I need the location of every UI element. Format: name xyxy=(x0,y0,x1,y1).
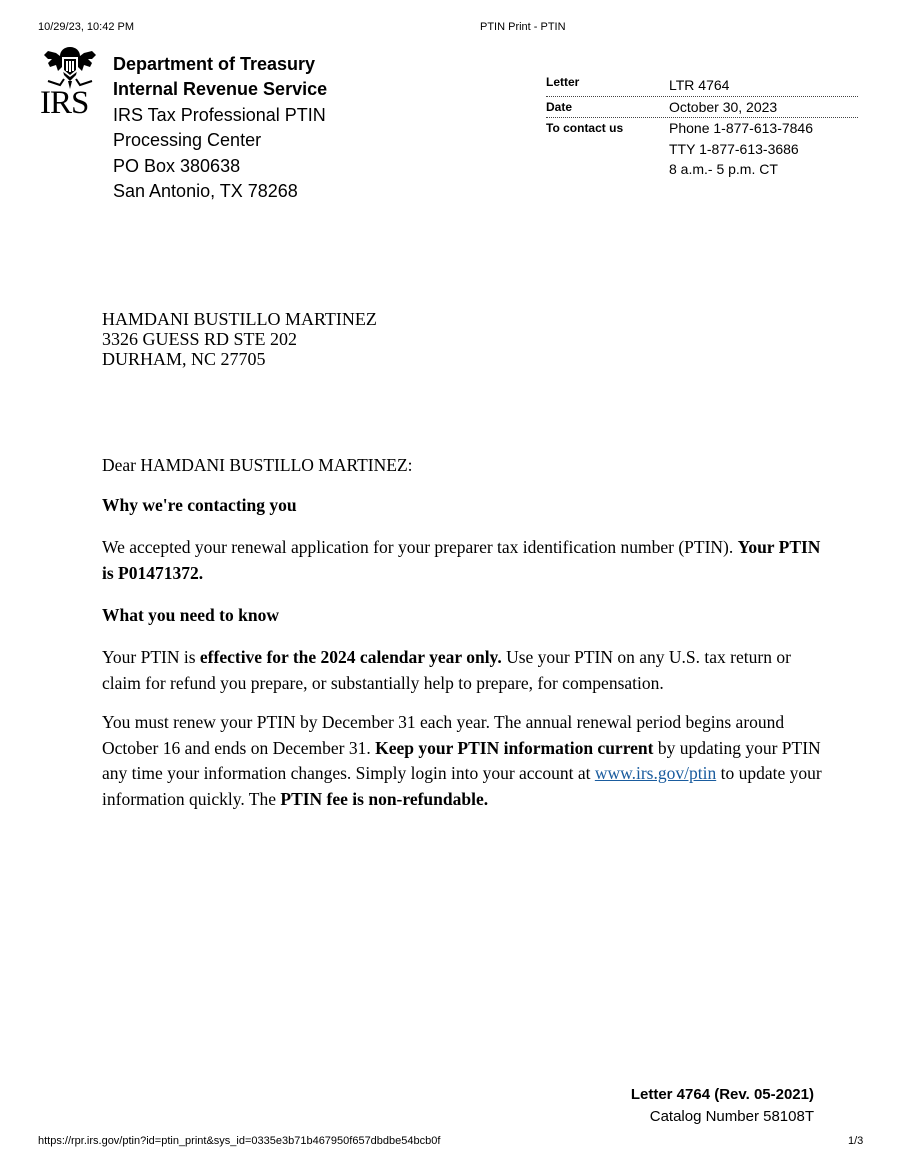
p3-text-c: by updating your PTIN any time your information changes. Simply login into your account at xyxy=(102,737,821,784)
date-label: Date xyxy=(546,99,573,114)
letter-catalog-info xyxy=(631,1084,814,1128)
p2-text-c: Use your PTIN on any U.S. tax return or claim for refund you prepare, or substantially help to prepare, for compensation. xyxy=(102,647,791,693)
irs-eagle-icon xyxy=(42,45,98,89)
contact-tty: TTY 1-877-613-3686 xyxy=(669,140,799,157)
contact-phone: Phone 1-877-613-7846 xyxy=(669,120,814,136)
info-row-date xyxy=(546,97,858,119)
ptin-number: Your PTIN is P01471372. xyxy=(102,537,821,583)
recipient-street: 3326 GUESS RD STE 202 xyxy=(102,329,298,349)
print-datetime: 10/29/23, 10:42 PM xyxy=(38,21,135,33)
contact-hours: 8 a.m.- 5 p.m. CT xyxy=(669,161,778,177)
p1-text: We accepted your renewal application for your preparer tax identification number (PTIN). xyxy=(102,537,738,557)
greeting: Dear HAMDANI BUSTILLO MARTINEZ: xyxy=(102,455,413,475)
p2-effective: effective for the 2024 calendar year only. xyxy=(199,647,502,667)
agency-city: San Antonio, TX 78268 xyxy=(113,181,298,202)
p3-text-d: to update your information quickly. The xyxy=(102,763,822,809)
recipient-name: HAMDANI BUSTILLO MARTINEZ xyxy=(102,309,377,329)
recipient-address xyxy=(102,309,377,369)
paragraph-effective-year xyxy=(102,645,822,696)
agency-service: Internal Revenue Service xyxy=(113,79,328,100)
letter-label: Letter xyxy=(546,75,580,89)
paragraph-ptin-accepted xyxy=(102,535,822,586)
recipient-city: DURHAM, NC 27705 xyxy=(102,349,266,369)
p3-keep-current: Keep your PTIN information current xyxy=(375,737,654,758)
agency-department: Department of Treasury xyxy=(113,54,316,74)
agency-address xyxy=(113,52,327,204)
p3-fee-nonrefundable: PTIN fee is non-refundable. xyxy=(280,788,489,809)
print-url: https://rpr.irs.gov/ptin?id=ptin_print&sys_id=0335e3b71b467950f657dbdbe54bcb0f xyxy=(38,1135,441,1147)
contact-details xyxy=(669,118,813,180)
contact-label: To contact us xyxy=(546,121,624,135)
irs-logo xyxy=(40,45,100,125)
letter-revision: Letter 4764 (Rev. 05-2021) xyxy=(630,1086,814,1103)
letter-number: LTR 4764 xyxy=(669,77,730,93)
irs-ptin-link[interactable]: www.irs.gov/ptin xyxy=(594,763,717,784)
info-row-letter xyxy=(546,74,858,97)
paragraph-renewal xyxy=(102,710,822,812)
agency-center: Processing Center xyxy=(113,130,262,151)
agency-pobox: PO Box 380638 xyxy=(113,155,241,176)
catalog-number: Catalog Number 58108T xyxy=(649,1108,814,1125)
irs-logo-text: IRS xyxy=(40,85,89,121)
print-page-title: PTIN Print - PTIN xyxy=(480,21,566,33)
heading-why-contacting: Why we're contacting you xyxy=(102,495,297,515)
p2-text-a: Your PTIN is xyxy=(102,647,200,667)
info-row-contact xyxy=(546,118,858,180)
print-page-number: 1/3 xyxy=(848,1135,864,1147)
letter-info-table xyxy=(546,74,858,180)
p3-text-a: You must renew your PTIN by December 31 each year. The annual renewal period begins around October 16 and ends on December 31. xyxy=(102,712,785,758)
heading-what-to-know: What you need to know xyxy=(102,605,279,625)
letter-date: October 30, 2023 xyxy=(669,98,778,115)
agency-office: IRS Tax Professional PTIN xyxy=(113,104,326,125)
